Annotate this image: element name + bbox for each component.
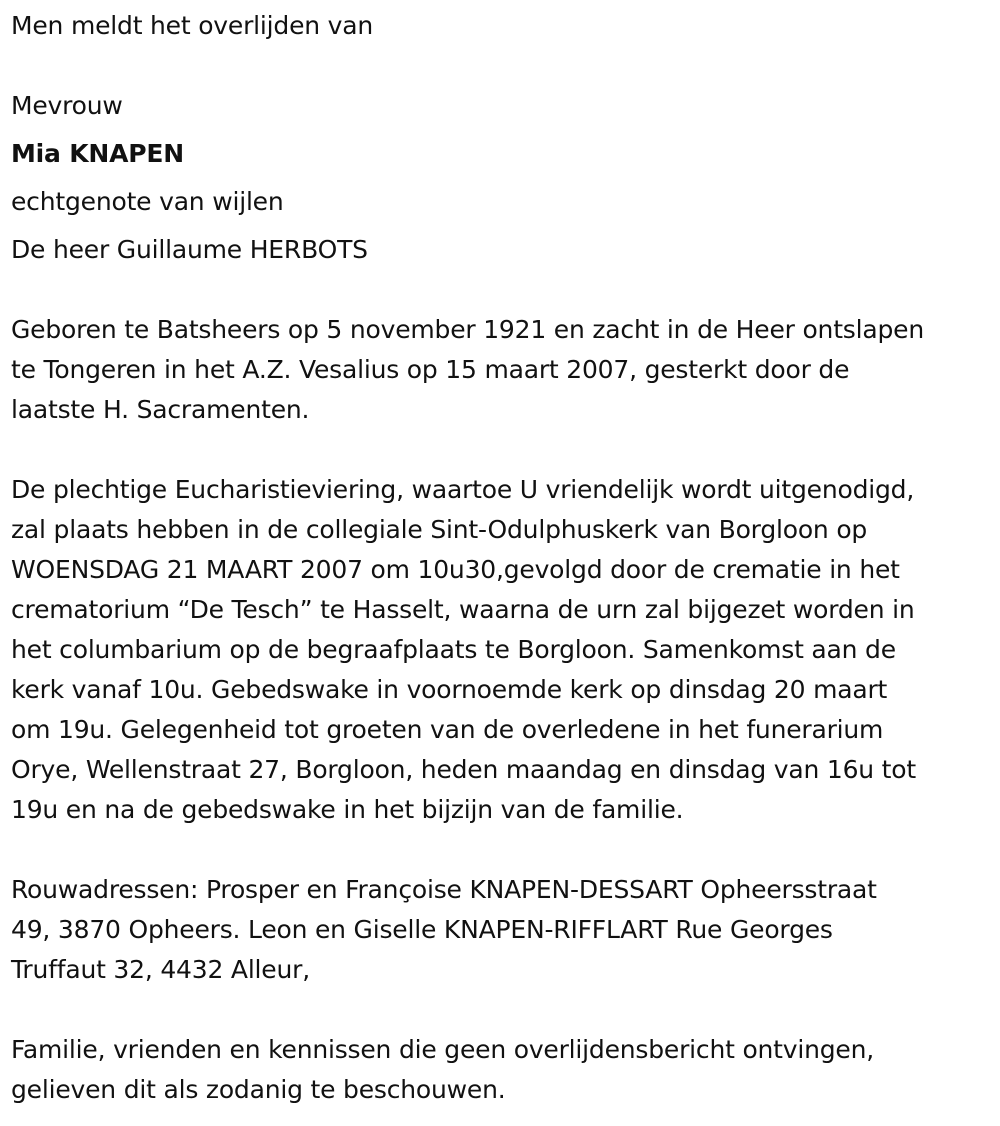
paragraph-line: Rouwadressen: Prosper en Françoise KNAPEN-DESSART Opheersstraat	[11, 875, 877, 904]
paragraph-line: crematorium “De Tesch” te Hasselt, waarna de urn zal bijgezet worden in	[11, 595, 915, 624]
paragraph-line: zal plaats hebben in de collegiale Sint-Odulphuskerk van Borgloon op	[11, 515, 868, 544]
deceased-name: Mia KNAPEN	[11, 139, 184, 168]
paragraph-line: om 19u. Gelegenheid tot groeten van de overledene in het funerarium	[11, 715, 884, 744]
paragraph-line: Geboren te Batsheers op 5 november 1921 en zacht in de Heer ontslapen	[11, 315, 924, 344]
paragraph-line: 19u en na de gebedswake in het bijzijn van de familie.	[11, 795, 684, 824]
spouse-name: De heer Guillaume HERBOTS	[11, 235, 368, 264]
paragraph-line: het columbarium op de begraafplaats te Borgloon. Samenkomst aan de	[11, 635, 896, 664]
relation-text: echtgenote van wijlen	[11, 187, 284, 216]
paragraph-line: Orye, Wellenstraat 27, Borgloon, heden maandag en dinsdag van 16u tot	[11, 755, 916, 784]
paragraph-line: Truffaut 32, 4432 Alleur,	[11, 955, 310, 984]
paragraph-line: laatste H. Sacramenten.	[11, 395, 310, 424]
paragraph-line: gelieven dit als zodanig te beschouwen.	[11, 1075, 506, 1104]
honorific: Mevrouw	[11, 91, 123, 120]
paragraph-line: WOENSDAG 21 MAART 2007 om 10u30,gevolgd door de crematie in het	[11, 555, 900, 584]
paragraph-line: kerk vanaf 10u. Gebedswake in voornoemde kerk op dinsdag 20 maart	[11, 675, 888, 704]
intro-text: Men meldt het overlijden van	[11, 11, 374, 40]
paragraph-line: Familie, vrienden en kennissen die geen overlijdensbericht ontvingen,	[11, 1035, 875, 1064]
paragraph-line: 49, 3870 Opheers. Leon en Giselle KNAPEN-RIFFLART Rue Georges	[11, 915, 833, 944]
paragraph-line: te Tongeren in het A.Z. Vesalius op 15 maart 2007, gesterkt door de	[11, 355, 850, 384]
paragraph-line: De plechtige Eucharistieviering, waartoe U vriendelijk wordt uitgenodigd,	[11, 475, 915, 504]
